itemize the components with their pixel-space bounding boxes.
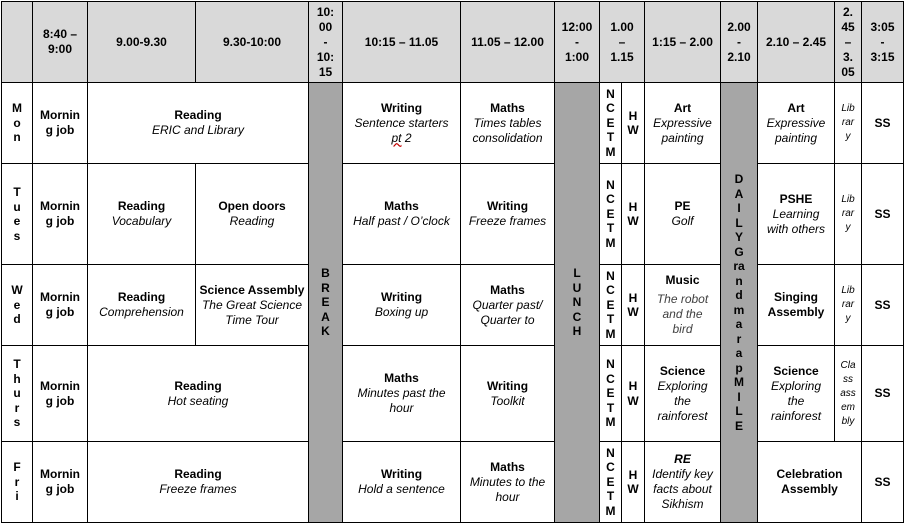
row-thursday — [2, 346, 904, 442]
header-time-900: 9.00-9.30 — [88, 2, 196, 83]
header-time-930: 9.30-10:00 — [196, 2, 309, 83]
timetable — [1, 1, 904, 523]
header-time-1105: 11.05 – 12.00 — [461, 2, 555, 83]
thu-science-cell: Science Exploring the rainforest — [645, 346, 721, 442]
header-time-200: 2.00 - 2.10 — [721, 2, 758, 83]
day-label-monday: M o n — [2, 83, 33, 164]
morning-job-cell: Mornin g job — [33, 83, 88, 164]
row-monday — [2, 83, 904, 164]
header-row — [2, 2, 904, 83]
tue-pe-cell: PE Golf — [645, 164, 721, 265]
fri-celebration-assembly-cell: Celebration Assembly — [758, 442, 862, 523]
tue-pshe-cell: PSHE Learning with others — [758, 164, 835, 265]
hw-cell: H W — [622, 265, 645, 346]
fri-maths-cell: Maths Minutes to the hour — [461, 442, 555, 523]
wed-reading-cell: Reading Comprehension — [88, 265, 196, 346]
mon-maths-cell: Maths Times tables consolidation — [461, 83, 555, 164]
row-tuesday — [2, 164, 904, 265]
ss-cell: SS — [862, 265, 904, 346]
row-wednesday — [2, 265, 904, 346]
ncetm-cell: N C E T M — [600, 164, 622, 265]
wed-writing-cell: Writing Boxing up — [343, 265, 461, 346]
header-time-245: 2. 45 – 3. 05 — [835, 2, 862, 83]
morning-job-cell: Mornin g job — [33, 346, 88, 442]
lunch-column: L U N C H — [555, 83, 600, 523]
header-time-305: 3:05 - 3:15 — [862, 2, 904, 83]
thu-reading-cell: Reading Hot seating — [88, 346, 309, 442]
day-label-friday: F r i — [2, 442, 33, 523]
ncetm-cell: N C E T M — [600, 442, 622, 523]
hw-cell: H W — [622, 442, 645, 523]
library-cell: Lib rar y — [835, 164, 862, 265]
tue-maths-cell: Maths Half past / O’clock — [343, 164, 461, 265]
ncetm-cell: N C E T M — [600, 83, 622, 164]
break-column: B R E A K — [309, 83, 343, 523]
morning-job-cell: Mornin g job — [33, 442, 88, 523]
class-assembly-cell: Cla ss ass em bly — [835, 346, 862, 442]
header-time-1015: 10:15 – 11.05 — [343, 2, 461, 83]
tue-open-doors-cell: Open doors Reading — [196, 164, 309, 265]
morning-job-cell: Mornin g job — [33, 164, 88, 265]
ss-cell: SS — [862, 83, 904, 164]
day-label-thursday: T h u r s — [2, 346, 33, 442]
wed-singing-assembly-cell: Singing Assembly — [758, 265, 835, 346]
mon-art-cell: Art Expressive painting — [645, 83, 721, 164]
day-label-wednesday: W e d — [2, 265, 33, 346]
ss-cell: SS — [862, 164, 904, 265]
header-corner — [2, 2, 33, 83]
ncetm-cell: N C E T M — [600, 265, 622, 346]
header-time-840: 8:40 – 9:00 — [33, 2, 88, 83]
ss-cell: SS — [862, 442, 904, 523]
row-friday — [2, 442, 904, 523]
mon-writing-cell: Writing Sentence starters pt 2 — [343, 83, 461, 164]
hw-cell: H W — [622, 164, 645, 265]
mon-reading-cell: Reading ERIC and Library — [88, 83, 309, 164]
fri-re-cell: RE Identify key facts about Sikhism — [645, 442, 721, 523]
day-label-tuesday: T u e s — [2, 164, 33, 265]
ncetm-cell: N C E T M — [600, 346, 622, 442]
tue-reading-cell: Reading Vocabulary — [88, 164, 196, 265]
header-time-100: 1.00 – 1.15 — [600, 2, 645, 83]
header-time-1000: 10: 00 - 10: 15 — [309, 2, 343, 83]
fri-writing-cell: Writing Hold a sentence — [343, 442, 461, 523]
wed-science-assembly-cell: Science Assembly The Great Science Time Tour — [196, 265, 309, 346]
header-time-1200: 12:00 - 1:00 — [555, 2, 600, 83]
thu-writing-cell: Writing Toolkit — [461, 346, 555, 442]
hw-cell: H W — [622, 346, 645, 442]
header-time-115: 1:15 – 2.00 — [645, 2, 721, 83]
mon-art-afternoon-cell: Art Expressive painting — [758, 83, 835, 164]
thu-maths-cell: Maths Minutes past the hour — [343, 346, 461, 442]
tue-writing-cell: Writing Freeze frames — [461, 164, 555, 265]
library-cell: Lib rar y — [835, 265, 862, 346]
thu-science-afternoon-cell: Science Exploring the rainforest — [758, 346, 835, 442]
daily-grandmarap-mile-column: D A I L Y G ra n d m a r a p M I L E — [721, 83, 758, 523]
wed-music-cell: Music The robot and the bird — [645, 265, 721, 346]
wed-maths-cell: Maths Quarter past/ Quarter to — [461, 265, 555, 346]
fri-reading-cell: Reading Freeze frames — [88, 442, 309, 523]
morning-job-cell: Mornin g job — [33, 265, 88, 346]
ss-cell: SS — [862, 346, 904, 442]
library-cell: Lib rar y — [835, 83, 862, 164]
header-time-210: 2.10 – 2.45 — [758, 2, 835, 83]
hw-cell: H W — [622, 83, 645, 164]
